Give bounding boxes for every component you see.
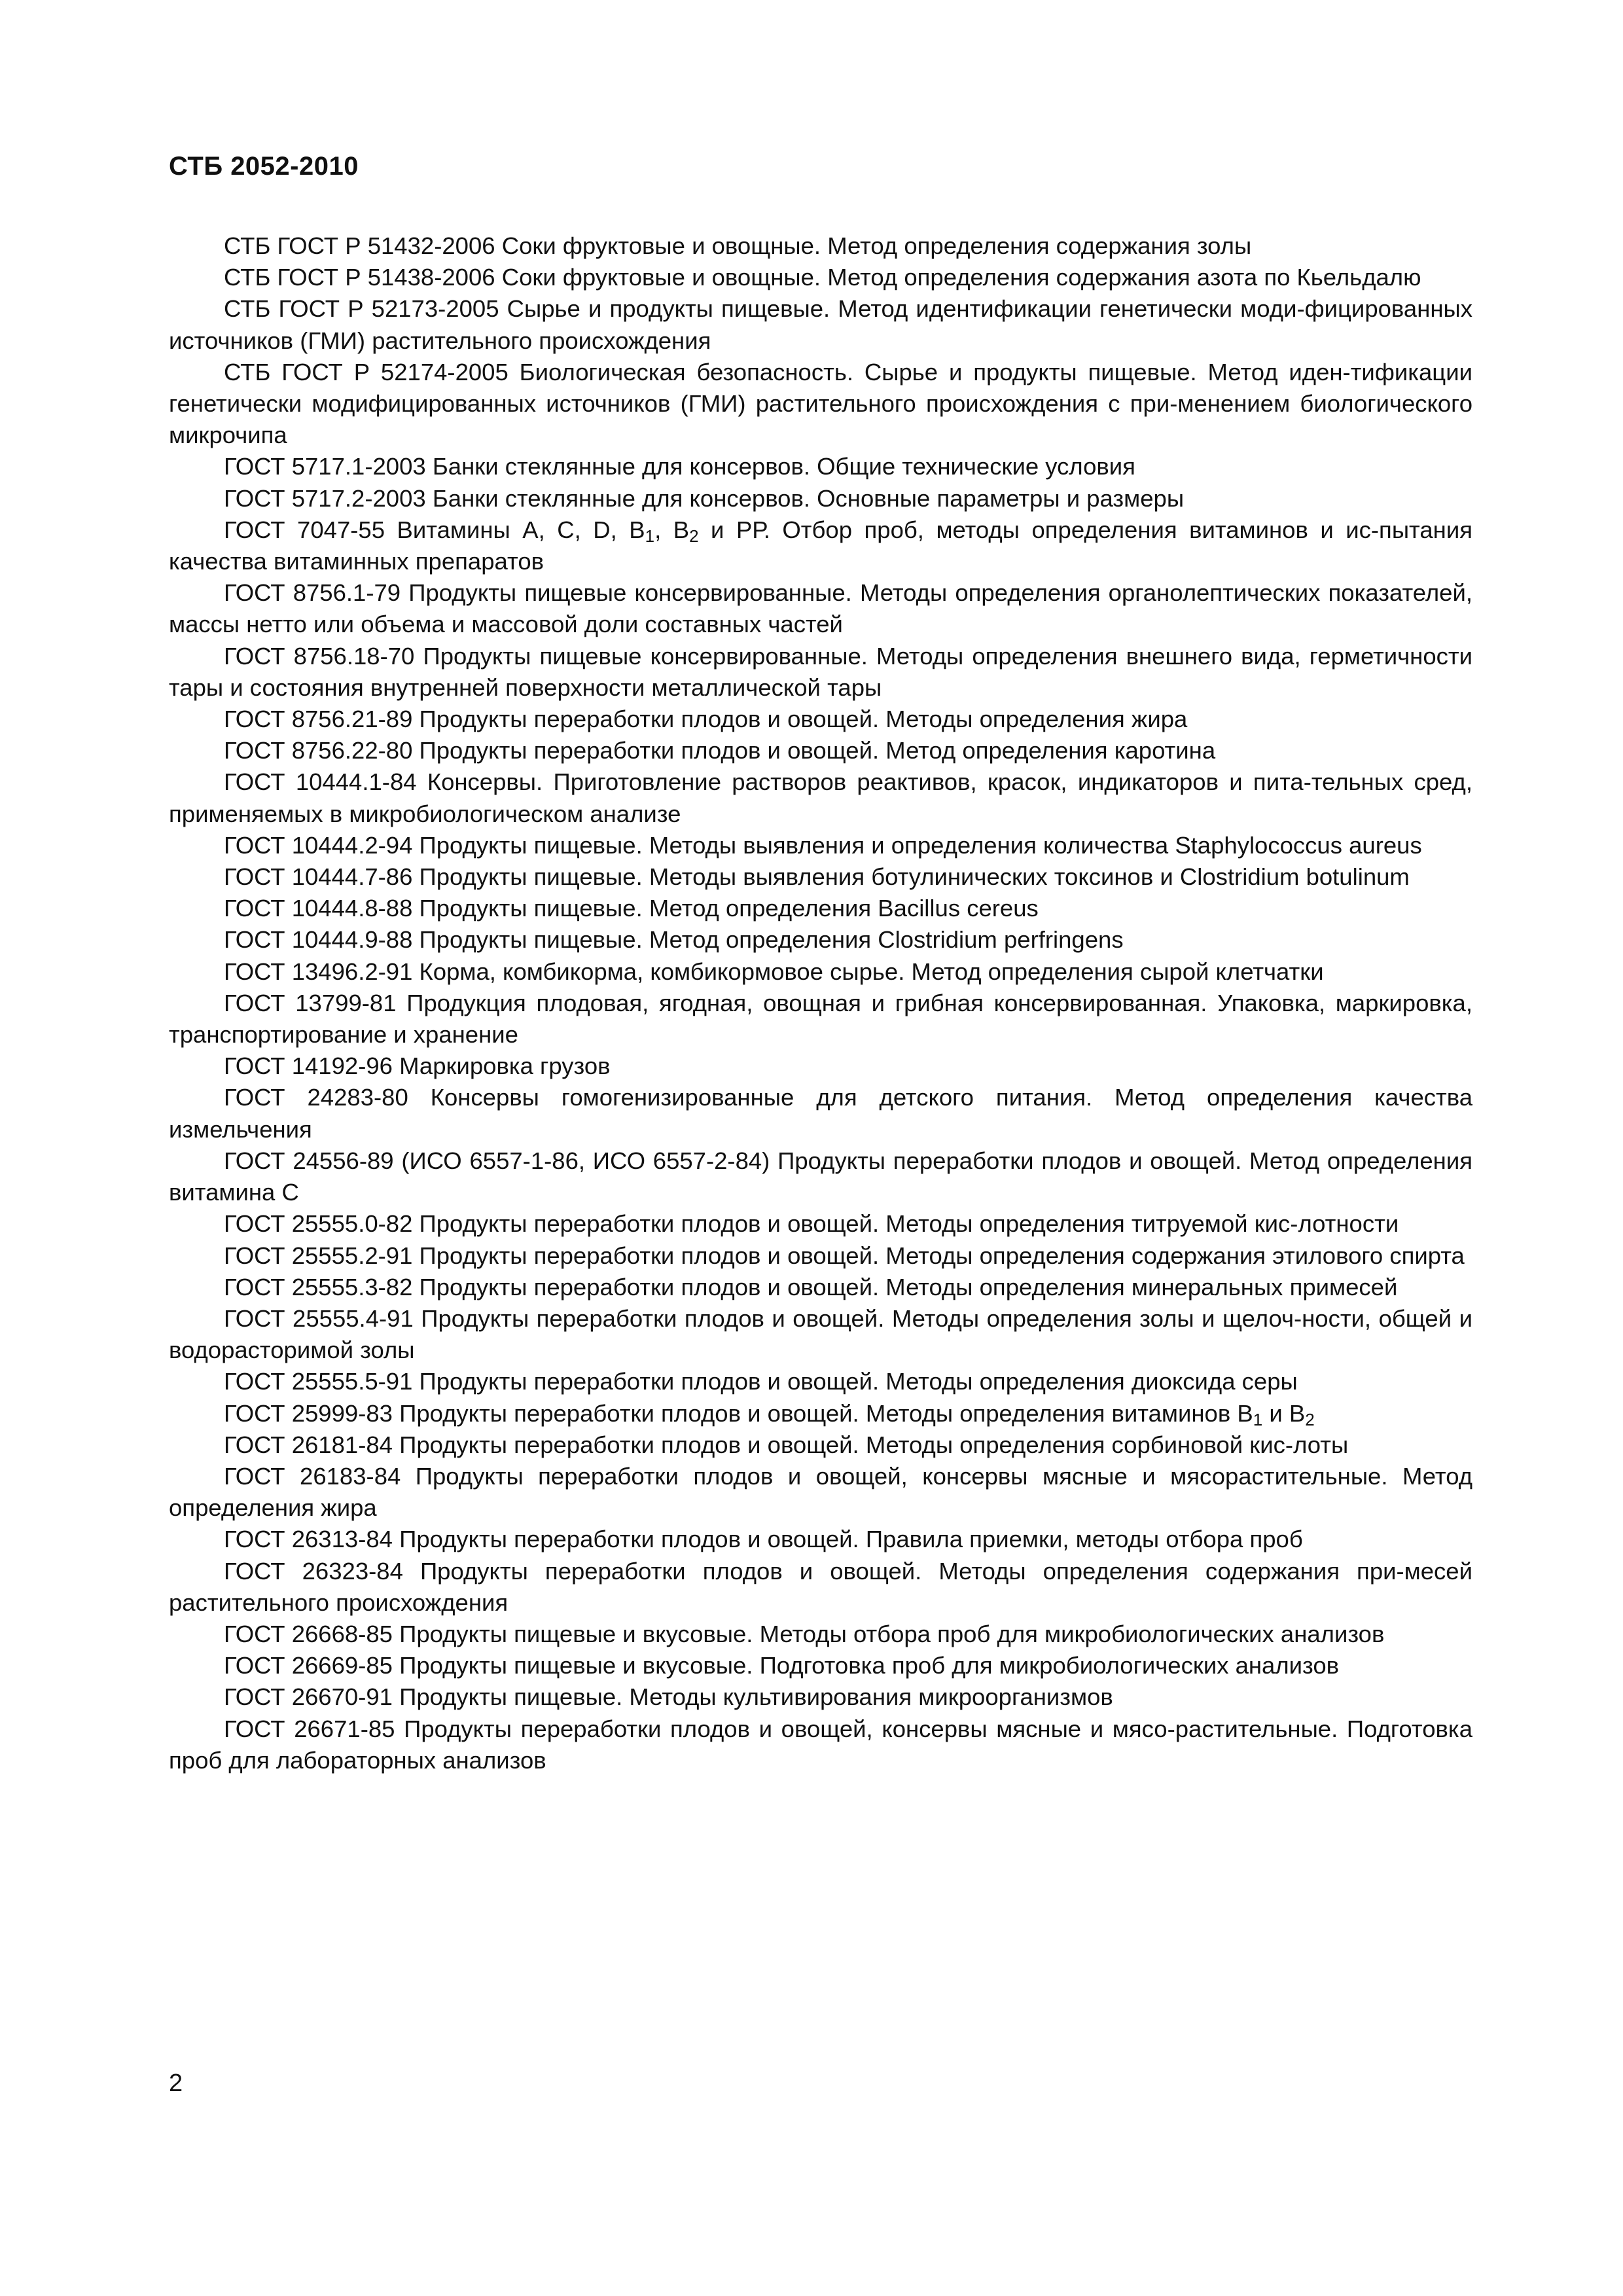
reference-text: СТБ ГОСТ Р 52173-2005 Сырье и продукты пищевые. Метод идентификации генетически моди-фицированных источников (ГМИ) растительного происхождения [169,295,1472,354]
reference-item [169,1366,1472,1397]
reference-item [169,1681,1472,1713]
reference-text: ГОСТ 14192-96 Маркировка грузов [224,1052,611,1080]
reference-text: ГОСТ 25555.0-82 Продукты переработки плодов и овощей. Методы определения титруемой кис-лотности [224,1210,1399,1238]
reference-text: ГОСТ 26183-84 Продукты переработки плодов и овощей, консервы мясные и мясорастительные. Метод определения жира [169,1462,1472,1522]
reference-text: ГОСТ 5717.1-2003 Банки стеклянные для консервов. Общие технические условия [224,453,1135,480]
document-header: СТБ 2052-2010 [169,152,359,181]
reference-text: ГОСТ 10444.7-86 Продукты пищевые. Методы выявления ботулинических токсинов и Clostridium botulinum [224,863,1410,891]
reference-item [169,1082,1472,1145]
subscript: 1 [645,526,655,546]
reference-item [169,262,1472,293]
reference-text: ГОСТ 8756.18-70 Продукты пищевые консервированные. Методы определения внешнего вида, герметичности тары и состояния внутренней поверхности металлической тары [169,642,1472,701]
reference-item [169,830,1472,861]
reference-item [169,1303,1472,1366]
reference-item [169,1524,1472,1555]
reference-text: ГОСТ 26668-85 Продукты пищевые и вкусовые. Методы отбора проб для микробиологических анализов [224,1620,1385,1647]
reference-text: ГОСТ 8756.22-80 Продукты переработки плодов и овощей. Метод определения каротина [224,737,1216,764]
reference-item [169,1050,1472,1082]
subscript: 1 [1253,1409,1263,1429]
reference-text: СТБ ГОСТ Р 51438-2006 Соки фруктовые и овощные. Метод определения содержания азота по Кьельдалю [224,264,1421,291]
reference-text: ГОСТ 10444.1-84 Консервы. Приготовление растворов реактивов, красок, индикаторов и пита-тельных сред, применяемых в микробиологическом анализе [169,768,1472,827]
reference-item [169,451,1472,482]
reference-item [169,893,1472,924]
reference-text: , B [654,516,690,543]
reference-text: ГОСТ 8756.21-89 Продукты переработки плодов и овощей. Методы определения жира [224,706,1188,733]
reference-text: ГОСТ 26671-85 Продукты переработки плодов и овощей, консервы мясные и мясо-растительные. Подготовка проб для лабораторных анализов [169,1715,1472,1774]
reference-item [169,1650,1472,1681]
reference-item [169,1619,1472,1650]
reference-item [169,1208,1472,1240]
reference-text: ГОСТ 25999-83 Продукты переработки плодов и овощей. Методы определения витаминов В [224,1399,1253,1427]
reference-text: и РР. Отбор проб, методы определения витаминов и ис-пытания качества витаминных препаратов [169,516,1472,575]
reference-item [169,861,1472,893]
reference-item [169,1272,1472,1303]
reference-text: ГОСТ 10444.9-88 Продукты пищевые. Метод определения Clostridium perfringens [224,926,1124,954]
reference-text: СТБ ГОСТ Р 52174-2005 Биологическая безопасность. Сырье и продукты пищевые. Метод иден-тификации генетически модифицированных источников (ГМИ) растительного происхождения с при-менением биологического микрочипа [169,358,1472,449]
reference-text: ГОСТ 26670-91 Продукты пищевые. Методы культивирования микроорганизмов [224,1683,1113,1711]
reference-item [169,357,1472,452]
reference-text: ГОСТ 25555.5-91 Продукты переработки плодов и овощей. Методы определения диоксида серы [224,1368,1298,1395]
reference-text: ГОСТ 25555.2-91 Продукты переработки плодов и овощей. Методы определения содержания этилового спирта [224,1242,1465,1269]
reference-item [169,577,1472,640]
subscript: 2 [1305,1409,1315,1429]
reference-item [169,1429,1472,1461]
reference-text: ГОСТ 13496.2-91 Корма, комбикорма, комбикормовое сырье. Метод определения сырой клетчатки [224,958,1324,985]
reference-text: ГОСТ 24556-89 (ИСО 6557-1-86, ИСО 6557-2-84) Продукты переработки плодов и овощей. Метод определения витамина С [169,1147,1472,1206]
page-number: 2 [169,2070,183,2097]
reference-item [169,1145,1472,1208]
reference-item [169,641,1472,704]
reference-item [169,766,1472,829]
reference-item [169,924,1472,956]
reference-item [169,514,1472,577]
reference-text: ГОСТ 13799-81 Продукция плодовая, ягодная, овощная и грибная консервированная. Упаковка, маркировка, транспортирование и хранение [169,989,1472,1049]
reference-text: ГОСТ 8756.1-79 Продукты пищевые консервированные. Методы определения органолептических показателей, массы нетто или объема и массовой доли составных частей [169,579,1472,638]
subscript: 2 [689,526,699,546]
reference-item [169,704,1472,735]
reference-item [169,483,1472,514]
reference-text: ГОСТ 7047-55 Витамины А, С, D, B [224,516,645,543]
normative-references-list [169,230,1472,1776]
reference-text: ГОСТ 25555.4-91 Продукты переработки плодов и овощей. Методы определения золы и щелоч-ности, общей и водорасторимой золы [169,1304,1472,1364]
reference-text: ГОСТ 26669-85 Продукты пищевые и вкусовые. Подготовка проб для микробиологических анализов [224,1652,1340,1679]
reference-text: ГОСТ 10444.8-88 Продукты пищевые. Метод определения Bacillus cereus [224,895,1039,922]
reference-text: ГОСТ 5717.2-2003 Банки стеклянные для консервов. Основные параметры и размеры [224,484,1185,512]
reference-item [169,230,1472,262]
reference-text: ГОСТ 26313-84 Продукты переработки плодов и овощей. Правила приемки, методы отбора проб [224,1526,1303,1553]
reference-text: ГОСТ 10444.2-94 Продукты пищевые. Методы выявления и определения количества Staphylococcus aureus [224,831,1422,859]
reference-item [169,1556,1472,1619]
reference-item [169,293,1472,356]
reference-item [169,988,1472,1050]
reference-item [169,735,1472,766]
reference-item [169,1240,1472,1272]
reference-text: СТБ ГОСТ Р 51432-2006 Соки фруктовые и овощные. Метод определения содержания золы [224,232,1252,259]
reference-item [169,1398,1472,1429]
reference-text: ГОСТ 24283-80 Консервы гомогенизированные для детского питания. Метод определения качества измельчения [169,1084,1472,1143]
reference-text: ГОСТ 26323-84 Продукты переработки плодов и овощей. Методы определения содержания при-месей растительного происхождения [169,1557,1472,1616]
reference-text: ГОСТ 25555.3-82 Продукты переработки плодов и овощей. Методы определения минеральных примесей [224,1273,1398,1300]
reference-item [169,1461,1472,1524]
reference-text: ГОСТ 26181-84 Продукты переработки плодов и овощей. Методы определения сорбиновой кис-лоты [224,1431,1349,1458]
reference-item [169,956,1472,988]
reference-item [169,1713,1472,1776]
reference-text: и В [1262,1399,1306,1427]
